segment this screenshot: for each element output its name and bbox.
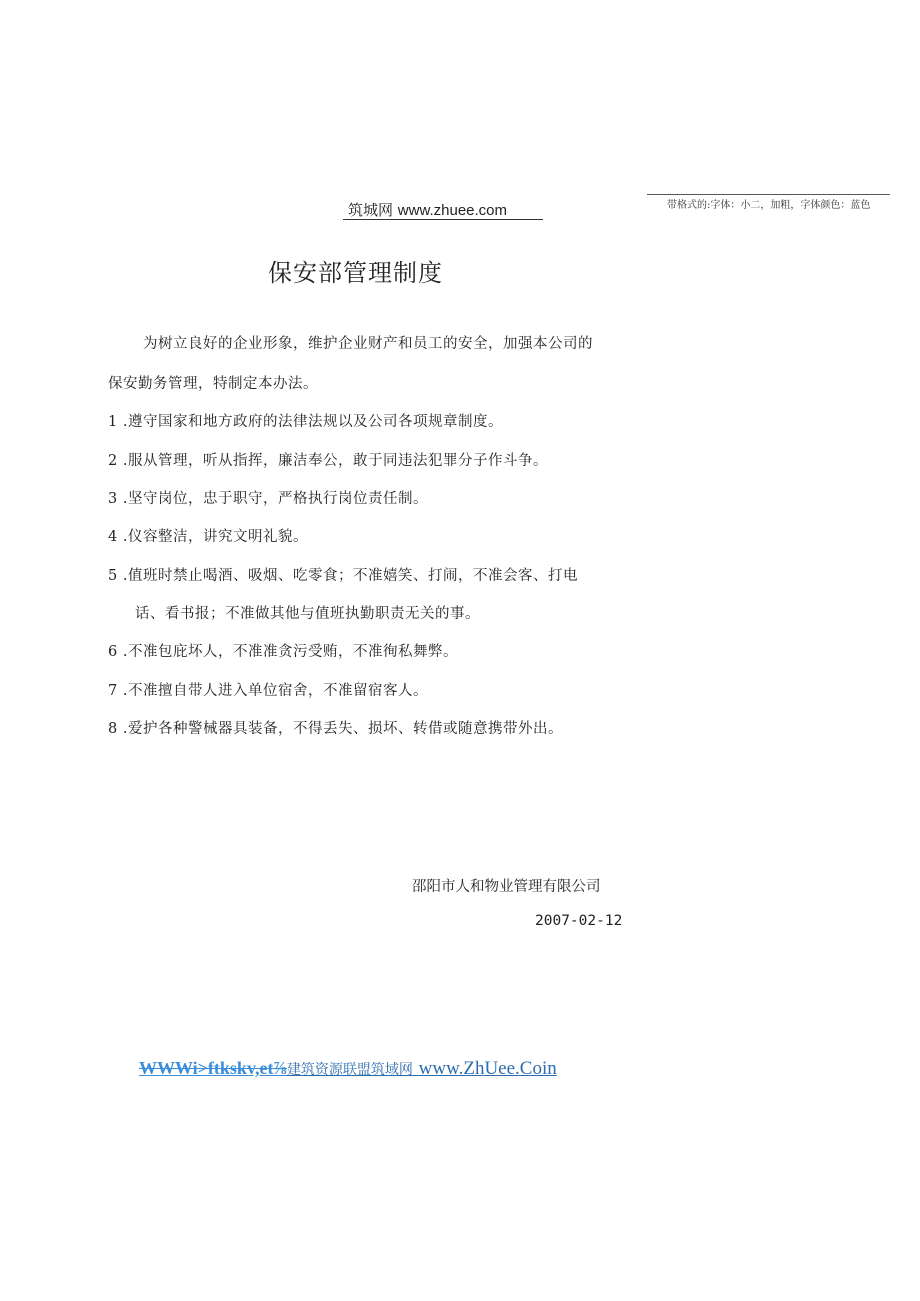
footer-label: 建筑资源联盟筑域网	[286, 1062, 413, 1078]
format-comment: 带格式的:字体：小二，加粗，字体颜色：蓝色	[667, 200, 871, 211]
site-name: 筑城网	[348, 201, 394, 219]
rule-item-3: 3 .坚守岗位，忠于职守，严格执行岗位责任制。	[108, 491, 428, 507]
rule-item-4: 4 .仪容整洁，讲究文明礼貌。	[108, 529, 308, 545]
footer-url[interactable]: www.ZhUee.Coin	[418, 1058, 557, 1079]
intro-line-1: 为树立良好的企业形象，维护企业财产和员工的安全，加强本公司的	[143, 336, 593, 352]
rule-item-5: 5 .值班时禁止喝酒、吸烟、吃零食；不准嬉笑、打闹，不准会客、打电	[108, 568, 578, 584]
document-title: 保安部管理制度	[268, 259, 443, 287]
rule-item-8: 8 .爱护各种警械器具装备，不得丢失、损坏、转借或随意携带外出。	[108, 721, 563, 737]
rule-item-2: 2 .服从管理，听从指挥，廉洁奉公，敢于同违法犯罪分子作斗争。	[108, 453, 548, 469]
footer-garbled-text: WWWi>ftkskv,et⅞	[139, 1058, 287, 1078]
rule-item-5-continued: 话、看书报；不准做其他与值班执勤职责无关的事。	[135, 606, 480, 622]
header-divider	[343, 219, 543, 220]
intro-line-2: 保安勤务管理，特制定本办法。	[108, 376, 318, 392]
rule-item-1: 1 .遵守国家和地方政府的法律法规以及公司各项规章制度。	[108, 414, 503, 430]
header-site-name	[348, 199, 507, 220]
footer-link[interactable]	[139, 1058, 557, 1080]
rule-item-6: 6 .不准包庇坏人，不准准贪污受贿，不准徇私舞弊。	[108, 644, 458, 660]
site-url[interactable]: www.zhuee.com	[397, 202, 508, 219]
document-date: 2007-02-12	[535, 913, 623, 929]
comment-divider	[647, 194, 890, 195]
company-name: 邵阳市人和物业管理有限公司	[412, 879, 601, 895]
rule-item-7: 7 .不准擅自带人进入单位宿舍，不准留宿客人。	[108, 683, 428, 699]
